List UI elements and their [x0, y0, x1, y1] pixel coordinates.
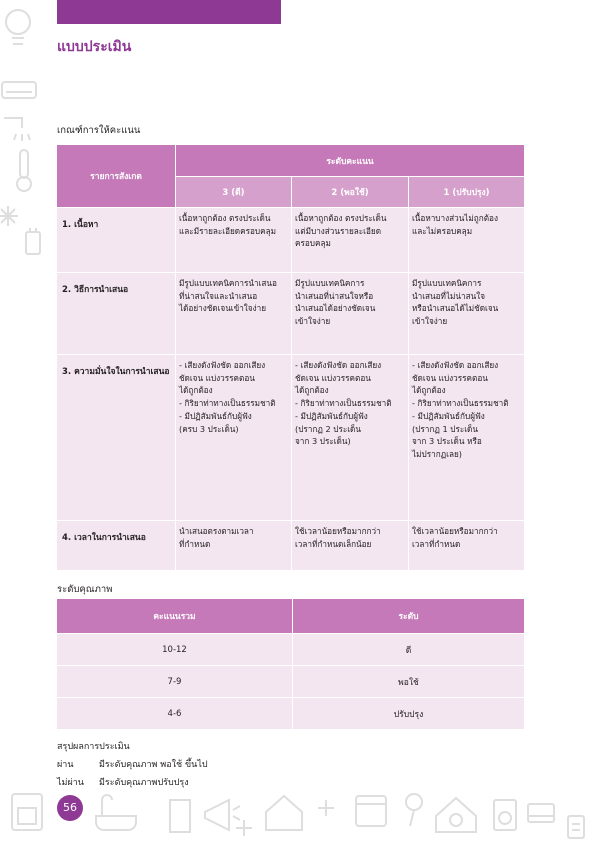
column-header-level: ระดับคะแนน: [176, 145, 525, 177]
bottom-decoration-icons: [0, 782, 595, 842]
table-row: [57, 521, 525, 571]
plug-icon: [26, 228, 40, 254]
column-header-level: ระดับ: [293, 599, 525, 634]
criterion-cell: เนื้อหาถูกต้อง ตรงประเด็น แต่มีบางส่วนรายละเอียด ครอบคลุม: [292, 208, 409, 273]
criterion-cell: - เสียงดังฟังชัด ออกเสียง ชัดเจน แบ่งวรรคตอน ได้ถูกต้อง - กิริยาท่าทางเป็นธรรมชาติ - มีปฏิสัมพันธ์กับผู้ฟัง (ครบ 3 ประเด็น): [176, 355, 292, 521]
washing-machine-icon: [494, 800, 516, 830]
criterion-cell: มีรูปแบบเทคนิคการ นำเสนอที่ไม่น่าสนใจ หรือนำเสนอได้ไม่ชัดเจน เข้าใจง่าย: [409, 273, 525, 355]
column-header-score: คะแนนรวม: [57, 599, 293, 634]
table-row: [57, 355, 525, 521]
fail-label: ไม่ผ่าน: [57, 778, 84, 788]
snowflake-icon: [0, 206, 18, 226]
criterion-label: 2. วิธีการนำเสนอ: [57, 273, 176, 355]
criterion-cell: มีรูปแบบเทคนิคการ นำเสนอที่น่าสนใจหรือ นำเสนอได้อย่างชัดเจน เข้าใจง่าย: [292, 273, 409, 355]
shower-icon: [4, 118, 30, 141]
clipboard-icon: [568, 816, 584, 838]
level-cell: พอใช้: [293, 666, 525, 698]
air-conditioner-icon: [2, 82, 36, 98]
bathtub-icon: [96, 795, 136, 830]
house-icon: [436, 798, 476, 832]
pass-label: ผ่าน: [57, 760, 74, 770]
table-row: [57, 208, 525, 273]
rubric-table: [56, 144, 525, 571]
house-hands-icon: [266, 796, 302, 830]
fail-text: มีระดับคุณภาพปรับปรุง: [99, 778, 189, 788]
criterion-cell: - เสียงดังฟังชัด ออกเสียง ชัดเจน แบ่งวรรคตอน ได้ถูกต้อง - กิริยาท่าทางเป็นธรรมชาติ - มีปฏิสัมพันธ์กับผู้ฟัง (ปรากฏ 1 ประเด็น จาก 3 ประเด็น หรือ ไม่ปรากฏเลย): [409, 355, 525, 521]
criterion-cell: ใช้เวลาน้อยหรือมากกว่า เวลาที่กำหนด: [409, 521, 525, 571]
criterion-label: 1. เนื้อหา: [57, 208, 176, 273]
stove-icon: [12, 794, 42, 830]
criterion-cell: ใช้เวลาน้อยหรือมากกว่า เวลาที่กำหนดเล็กน้อย: [292, 521, 409, 571]
criteria-heading: เกณฑ์การให้คะแนน: [57, 125, 141, 136]
hairdryer-icon: [406, 794, 422, 826]
door-icon: [170, 800, 190, 832]
page-title: แบบประเมิน: [57, 39, 132, 55]
snowflake-icon: [236, 820, 252, 836]
snowflake-icon: [318, 800, 334, 816]
megaphone-icon: [205, 800, 240, 830]
bed-icon: [528, 804, 554, 822]
criterion-cell: - เสียงดังฟังชัด ออกเสียง ชัดเจน แบ่งวรรคตอน ได้ถูกต้อง - กิริยาท่าทางเป็นธรรมชาติ - มีปฏิสัมพันธ์กับผู้ฟัง (ปรากฏ 2 ประเด็น จาก 3 ประเด็น): [292, 355, 409, 521]
level-header-1: 1 (ปรับปรุง): [409, 177, 525, 208]
thermometer-icon: [17, 150, 31, 191]
table-row: [57, 698, 525, 730]
header-bar: [57, 0, 281, 24]
level-header-3: 3 (ดี): [176, 177, 292, 208]
criterion-cell: นำเสนอตรงตามเวลา ที่กำหนด: [176, 521, 292, 571]
lightbulb-icon: [6, 10, 30, 44]
criterion-cell: มีรูปแบบเทคนิคการนำเสนอ ที่น่าสนใจและนำเสนอ ได้อย่างชัดเจนเข้าใจง่าย: [176, 273, 292, 355]
level-header-2: 2 (พอใช้): [292, 177, 409, 208]
table-row: [57, 634, 525, 666]
quality-heading: ระดับคุณภาพ: [57, 584, 113, 595]
score-cell: 4-6: [57, 698, 293, 730]
score-cell: 7-9: [57, 666, 293, 698]
table-row: [57, 273, 525, 355]
pass-text: มีระดับคุณภาพ พอใช้ ขึ้นไป: [99, 760, 208, 770]
summary-heading: สรุปผลการประเมิน: [57, 742, 130, 752]
criterion-cell: เนื้อหาบางส่วนไม่ถูกต้อง และไม่ครอบคลุม: [409, 208, 525, 273]
left-decoration-icons: [0, 0, 50, 270]
page-number-badge: 56: [57, 795, 83, 821]
criterion-label: 4. เวลาในการนำเสนอ: [57, 521, 176, 571]
level-cell: ดี: [293, 634, 525, 666]
calendar-icon: [356, 796, 386, 826]
criterion-cell: เนื้อหาถูกต้อง ตรงประเด็น และมีรายละเอียดครอบคลุม: [176, 208, 292, 273]
summary-pass-row: [57, 756, 208, 774]
column-header-item: รายการสังเกต: [57, 145, 176, 208]
table-row: [57, 666, 525, 698]
criterion-label: 3. ความมั่นใจในการนำเสนอ: [57, 355, 176, 521]
quality-table: [56, 598, 525, 730]
level-cell: ปรับปรุง: [293, 698, 525, 730]
score-cell: 10-12: [57, 634, 293, 666]
